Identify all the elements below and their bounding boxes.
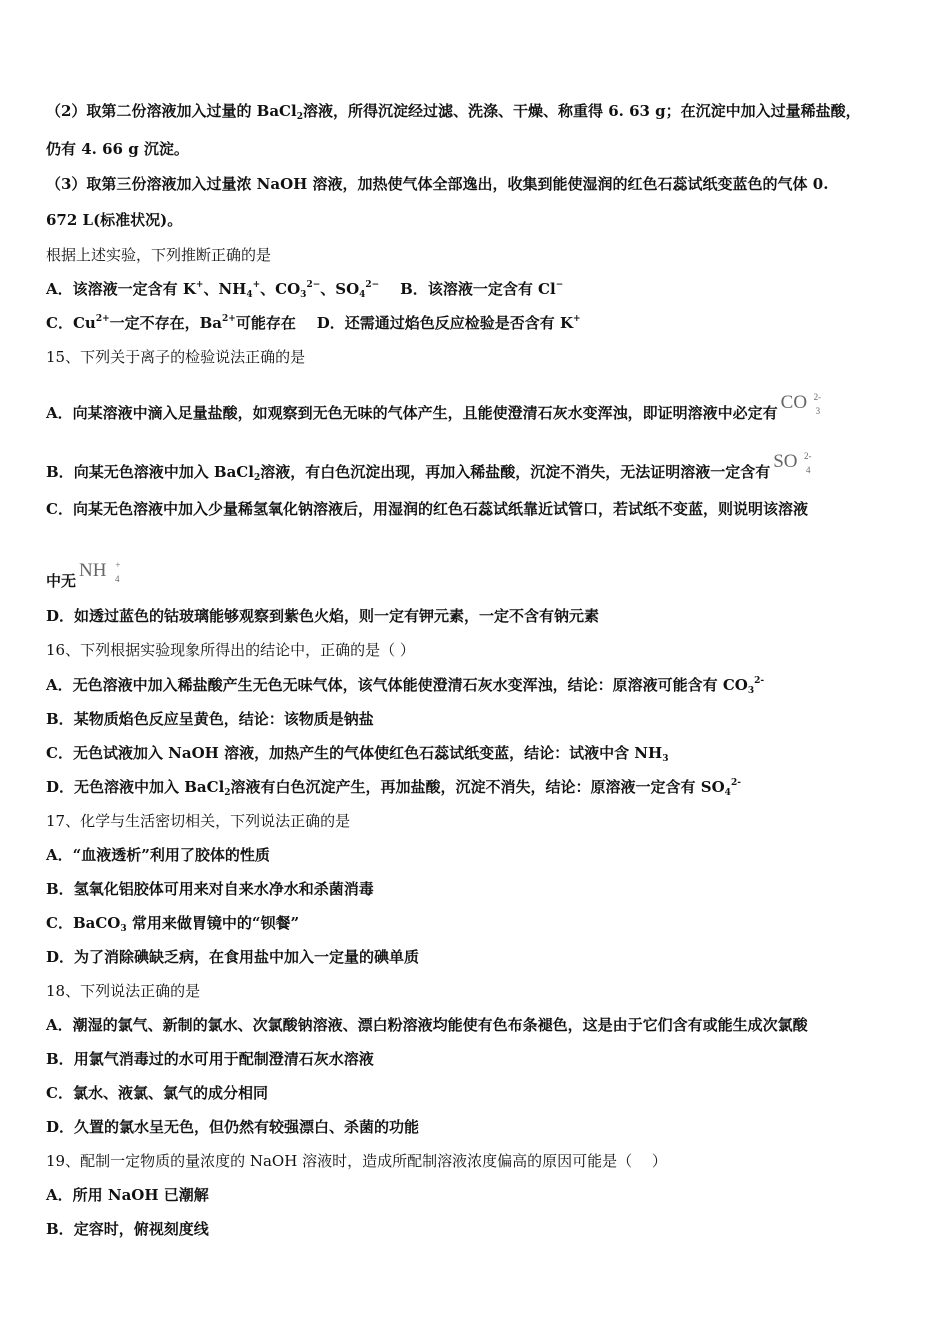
q14-options-cd <box>46 313 581 333</box>
q16-option-d[interactable]: D．无色溶液中加入 BaCl$_2$溶液有白色沉淀产生，再加盐酸，沉淀不消失，结论：原溶液一定含有 $SO_4^{2-}$ <box>46 778 741 798</box>
q16-option-b[interactable]: B．某物质焰色反应呈黄色，结论：该物质是钠盐 <box>46 710 374 728</box>
so4-formula: SO 2- 4 <box>773 451 812 475</box>
q16-stem: 16、下列根据实验现象所得出的结论中，正确的是（ ） <box>46 641 415 659</box>
q18-stem: 18、下列说法正确的是 <box>46 982 201 1000</box>
q17-option-b[interactable]: B．氢氧化铝胶体可用来对自来水净水和杀菌消毒 <box>46 880 374 898</box>
q15-option-b[interactable]: B．向某无色溶液中加入 BaCl$_2$溶液，有白色沉淀出现，再加入稀盐酸，沉淀不消失，无法证明溶液一定含有 SO 2- 4 <box>46 451 812 483</box>
q14-option-a[interactable]: A．该溶液一定含有 K+、$NH_4^+$、$CO_3^{2-}$、$SO_4^{2-}$ <box>46 280 380 300</box>
q17-option-a[interactable]: A．“血液透析”利用了胶体的性质 <box>46 846 270 864</box>
q15-option-a[interactable]: A．向某溶液中滴入足量盐酸，如观察到无色无味的气体产生，且能使澄清石灰水变浑浊，即证明溶液中必定有 CO 2- 3 <box>46 392 822 422</box>
q19-stem: 19、配制一定物质的量浓度的 NaOH 溶液时，造成所配制溶液浓度偏高的原因可能是（ ） <box>46 1152 667 1170</box>
q14-option-d[interactable]: D．还需通过焰色反应检验是否含有 K+ <box>316 314 581 332</box>
q14-step3-line2: 672 L(标准状况)。 <box>46 211 183 229</box>
q14-prompt: 根据上述实验，下列推断正确的是 <box>46 246 272 264</box>
q14-step3-line1: （3）取第三份溶液加入过量浓 NaOH 溶液，加热使气体全部逸出，收集到能使湿润的红色石蕊试纸变蓝色的气体 0. <box>46 175 829 193</box>
q17-option-d[interactable]: D．为了消除碘缺乏病，在食用盐中加入一定量的碘单质 <box>46 948 420 966</box>
q16-option-a[interactable]: A．无色溶液中加入稀盐酸产生无色无味气体，该气体能使澄清石灰水变浑浊，结论：原溶液可能含有 $CO_3^{2-}$ <box>46 676 765 696</box>
q16-option-c[interactable]: C．无色试液加入 NaOH 溶液，加热产生的气体使红色石蕊试纸变蓝，结论：试液中含 $NH_3$ <box>46 744 669 764</box>
q14-step2-line1: （2）取第二份溶液加入过量的 BaCl$_2$溶液，所得沉淀经过滤、洗涤、干燥、称重得 6. 63 g；在沉淀中加入过量稀盐酸， <box>46 102 861 122</box>
q19-option-b[interactable]: B．定容时，俯视刻度线 <box>46 1220 209 1238</box>
q18-option-d[interactable]: D．久置的氯水呈无色，但仍然有较强漂白、杀菌的功能 <box>46 1118 420 1136</box>
nh4-formula: NH + 4 <box>79 560 121 584</box>
co3-formula: CO 2- 3 <box>780 392 822 416</box>
q14-option-b[interactable]: B．该溶液一定含有 Cl− <box>400 280 564 298</box>
q15-option-d[interactable]: D．如透过蓝色的钴玻璃能够观察到紫色火焰，则一定有钾元素，一定不含有钠元素 <box>46 607 600 625</box>
q17-stem: 17、化学与生活密切相关，下列说法正确的是 <box>46 812 351 830</box>
q18-option-a[interactable]: A．潮湿的氯气、新制的氯水、次氯酸钠溶液、漂白粉溶液均能使有色布条褪色，这是由于它们含有或能生成次氯酸 <box>46 1016 808 1034</box>
q19-option-a[interactable]: A．所用 NaOH 已潮解 <box>46 1186 209 1204</box>
q14-options-ab <box>46 279 563 299</box>
q15-option-c-cont: 中无 NH + 4 <box>46 560 121 590</box>
q14-step2-line2: 仍有 4. 66 g 沉淀。 <box>46 140 189 158</box>
q15-stem: 15、下列关于离子的检验说法正确的是 <box>46 348 306 366</box>
q14-option-c[interactable]: C．$Cu^{2+}$一定不存在，$Ba^{2+}$可能存在 <box>46 314 296 332</box>
q15-option-c[interactable]: C．向某无色溶液中加入少量稀氢氧化钠溶液后，用湿润的红色石蕊试纸靠近试管口，若试纸不变蓝，则说明该溶液 <box>46 500 808 518</box>
q17-option-c[interactable]: C．BaCO$_3$ 常用来做胃镜中的“钡餐” <box>46 914 300 934</box>
q18-option-c[interactable]: C．氯水、液氯、氯气的成分相同 <box>46 1084 268 1102</box>
q18-option-b[interactable]: B．用氯气消毒过的水可用于配制澄清石灰水溶液 <box>46 1050 374 1068</box>
